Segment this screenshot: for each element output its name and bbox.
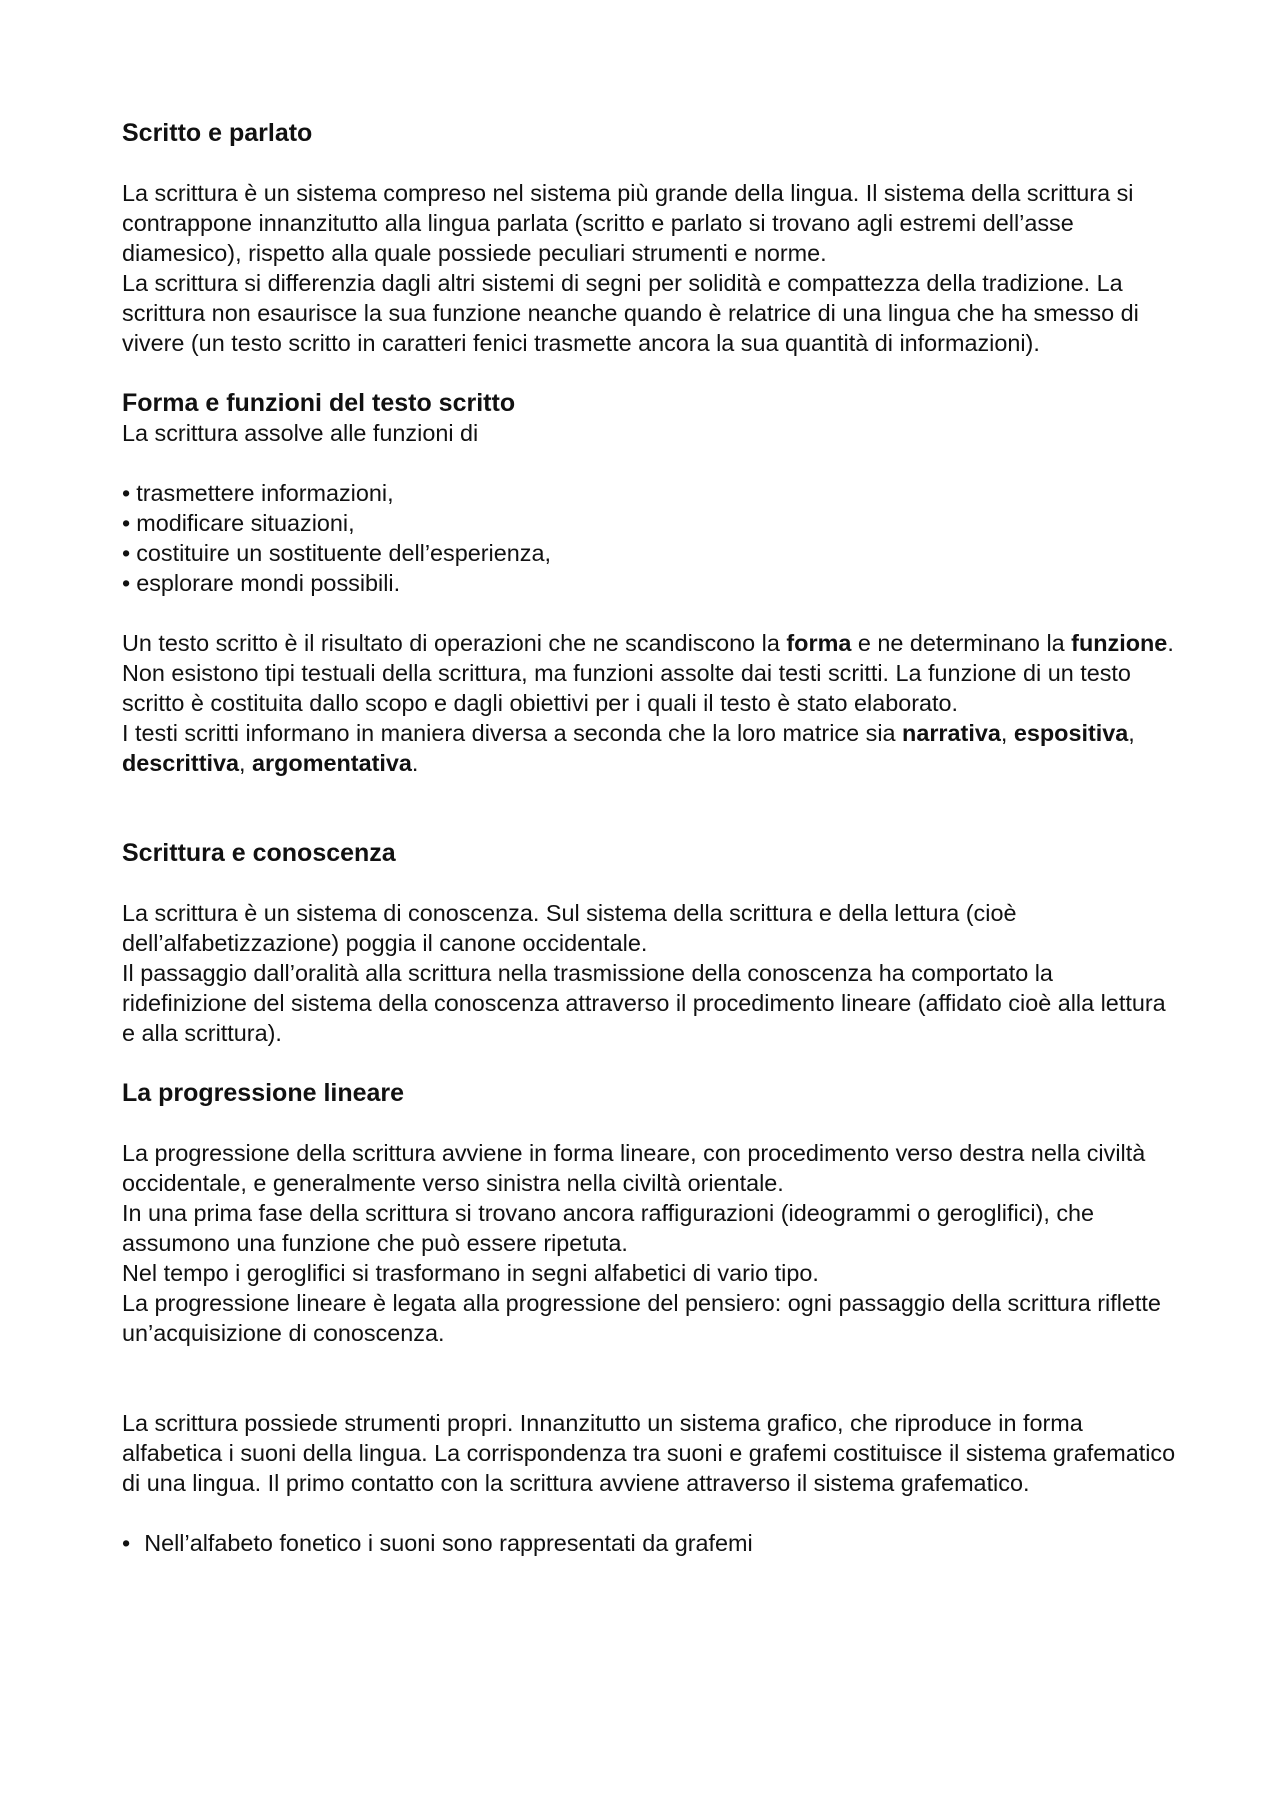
paragraph: Un testo scritto è il risultato di operazioni che ne scandiscono la forma e ne determinano la funzione. Non esistono tipi testuali della scrittura, ma funzioni assolte dai testi scritti. La funzione di un testo scritto è costituita dallo scopo e dagli obiettivi per i quali il testo è stato elaborato. (122, 630, 1174, 716)
paragraph: La scrittura è un sistema di conoscenza. Sul sistema della scrittura e della lettura (cioè dell’alfabetizzazione) poggia il canone occidentale. (122, 900, 1017, 956)
paragraph: In una prima fase della scrittura si trovano ancora raffigurazioni (ideogrammi o geroglifici), che assumono una funzione che può essere ripetuta. (122, 1200, 1095, 1256)
list-item: • trasmettere informazioni, (122, 478, 1177, 508)
section-title-scritto-parlato: Scritto e parlato (122, 119, 313, 147)
term-argomentativa: argomentativa (252, 750, 412, 776)
term-descrittiva: descrittiva (122, 750, 240, 776)
term-espositiva: espositiva (1013, 720, 1129, 746)
list-item: • esplorare mondi possibili. (122, 568, 1177, 598)
document-page (122, 118, 1177, 1558)
paragraph: La scrittura è un sistema compreso nel sistema più grande della lingua. Il sistema della scrittura si contrappone innanzitutto alla lingua parlata (scritto e parlato si trovano agli estremi dell’asse diamesico), rispetto alla quale possiede peculiari strumenti e norme. (122, 180, 1134, 266)
paragraph: Nel tempo i geroglifici si trasformano in segni alfabetici di vario tipo. (122, 1260, 819, 1286)
term-narrativa: narrativa (902, 720, 1001, 746)
section-title-scrittura-conoscenza: Scrittura e conoscenza (122, 839, 396, 867)
paragraph: La scrittura possiede strumenti propri. Innanzitutto un sistema grafico, che riproduce in forma alfabetica i suoni della lingua. La corrispondenza tra suoni e grafemi costituisce il sistema grafematico di una lingua. Il primo contatto con la scrittura avviene attraverso il sistema grafematico. (122, 1410, 1176, 1496)
functions-list (122, 478, 1177, 598)
section-title-progressione-lineare: La progressione lineare (122, 1079, 405, 1107)
term-funzione: funzione (1071, 630, 1168, 656)
paragraph: I testi scritti informano in maniera diversa a seconda che la loro matrice sia narrativa, espositiva, descrittiva, argomentativa. (122, 720, 1135, 776)
term-forma: forma (786, 630, 852, 656)
paragraph: Il passaggio dall’oralità alla scrittura nella trasmissione della conoscenza ha comportato la ridefinizione del sistema della conoscenza attraverso il procedimento lineare (affidato cioè alla lettura e alla scrittura). (122, 960, 1166, 1046)
paragraph-intro: La scrittura assolve alle funzioni di (122, 420, 479, 446)
list-item: • Nell’alfabeto fonetico i suoni sono rappresentati da grafemi (122, 1528, 1177, 1558)
grapheme-list (122, 1528, 1177, 1558)
paragraph: La scrittura si differenzia dagli altri sistemi di segni per solidità e compattezza della tradizione. La scrittura non esaurisce la sua funzione neanche quando è relatrice di una lingua che ha smesso di vivere (un testo scritto in caratteri fenici trasmette ancora la sua quantità di informazioni). (122, 270, 1139, 356)
list-item: • costituire un sostituente dell’esperienza, (122, 538, 1177, 568)
paragraph: La progressione lineare è legata alla progressione del pensiero: ogni passaggio della scrittura riflette un’acquisizione di conoscenza. (122, 1290, 1161, 1346)
paragraph: La progressione della scrittura avviene in forma lineare, con procedimento verso destra nella civiltà occidentale, e generalmente verso sinistra nella civiltà orientale. (122, 1140, 1146, 1196)
section-title-forma-funzioni: Forma e funzioni del testo scritto (122, 389, 516, 417)
list-item: • modificare situazioni, (122, 508, 1177, 538)
